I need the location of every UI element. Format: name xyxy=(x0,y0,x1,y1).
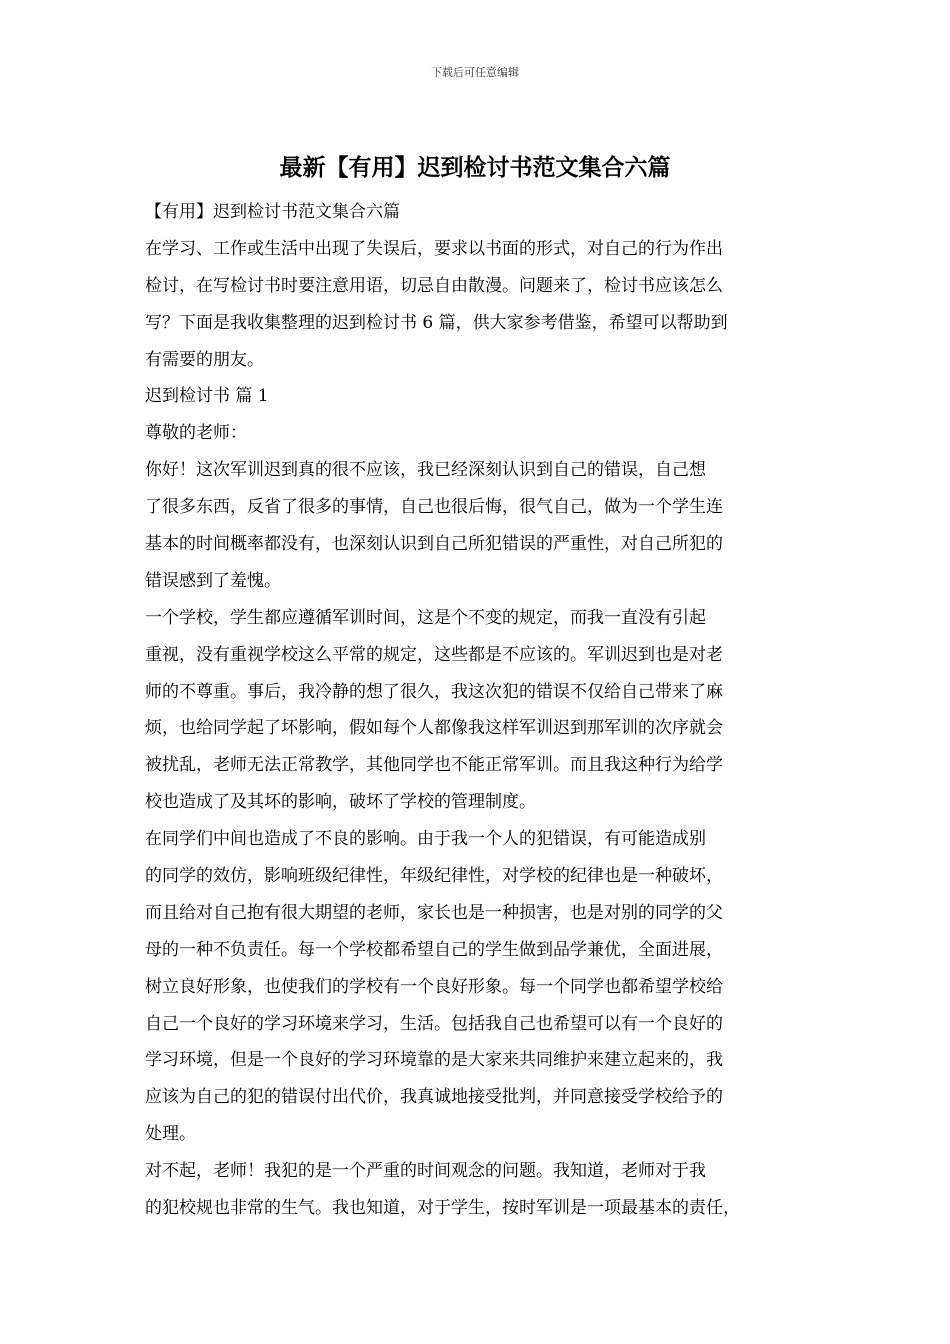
document-body xyxy=(145,194,817,1227)
text-line: 自己一个良好的学习环境来学习，生活。包括我自己也希望可以有一个良好的 xyxy=(145,1013,723,1034)
text-line: 在同学们中间也造成了不良的影响。由于我一个人的犯错误，有可能造成别 xyxy=(145,829,706,850)
text-line: 处理。 xyxy=(145,1124,196,1145)
text-line: 基本的时间概率都没有，也深刻认识到自己所犯错误的严重性，对自己所犯的 xyxy=(145,534,723,555)
text-line: 你好！这次军训迟到真的很不应该，我已经深刻认识到自己的错误，自己想 xyxy=(145,460,706,481)
text-line: 了很多东西，反省了很多的事情，自己也很后悔，很气自己，做为一个学生连 xyxy=(145,497,723,518)
text-line: 在学习、工作或生活中出现了失误后，要求以书面的形式，对自己的行为作出 xyxy=(145,238,723,259)
text-line: 有需要的朋友。 xyxy=(145,349,264,370)
text-line: 对不起，老师！我犯的是一个严重的时间观念的问题。我知道，老师对于我 xyxy=(145,1161,706,1182)
text-line: 写？下面是我收集整理的迟到检讨书 6 篇，供大家参考借鉴，希望可以帮助到 xyxy=(145,312,728,333)
text-line: 母的一种不负责任。每一个学校都希望自己的学生做到品学兼优，全面进展， xyxy=(145,939,723,960)
text-line: 的同学的效仿，影响班级纪律性，年级纪律性，对学校的纪律也是一种破坏， xyxy=(145,866,723,887)
text-line: 师的不尊重。事后，我冷静的想了很久，我这次犯的错误不仅给自己带来了麻 xyxy=(145,681,723,702)
text-line: 重视，没有重视学校这么平常的规定，这些都是不应该的。军训迟到也是对老 xyxy=(145,644,723,665)
text-line: 错误感到了羞愧。 xyxy=(145,570,281,591)
text-line: 被扰乱，老师无法正常教学，其他同学也不能正常军训。而且我这种行为给学 xyxy=(145,755,723,776)
text-line: 尊敬的老师： xyxy=(145,423,247,444)
header-note: 下载后可任意编辑 xyxy=(431,66,519,79)
text-line: 的犯校规也非常的生气。我也知道，对于学生，按时军训是一项最基本的责任， xyxy=(145,1198,740,1219)
text-line: 树立良好形象，也使我们的学校有一个良好形象。每一个同学也都希望学校给 xyxy=(145,976,723,997)
text-line: 学习环境，但是一个良好的学习环境靠的是大家来共同维护来建立起来的，我 xyxy=(145,1050,723,1071)
text-line: 烦，也给同学起了坏影响，假如每个人都像我这样军训迟到那军训的次序就会 xyxy=(145,718,723,739)
text-line: 应该为自己的犯的错误付出代价，我真诚地接受批判，并同意接受学校给予的 xyxy=(145,1087,723,1108)
text-line: 【有用】迟到检讨书范文集合六篇 xyxy=(145,202,400,222)
document-title: 最新【有用】迟到检讨书范文集合六篇 xyxy=(279,154,671,181)
text-line: 而且给对自己抱有很大期望的老师，家长也是一种损害，也是对别的同学的父 xyxy=(145,902,723,923)
text-line: 一个学校，学生都应遵循军训时间，这是个不变的规定，而我一直没有引起 xyxy=(145,607,706,628)
text-line: 检讨，在写检讨书时要注意用语，切忌自由散漫。问题来了，检讨书应该怎么 xyxy=(145,275,723,296)
text-line: 校也造成了及其坏的影响，破坏了学校的管理制度。 xyxy=(145,792,536,813)
text-line: 迟到检讨书 篇 1 xyxy=(145,386,269,407)
